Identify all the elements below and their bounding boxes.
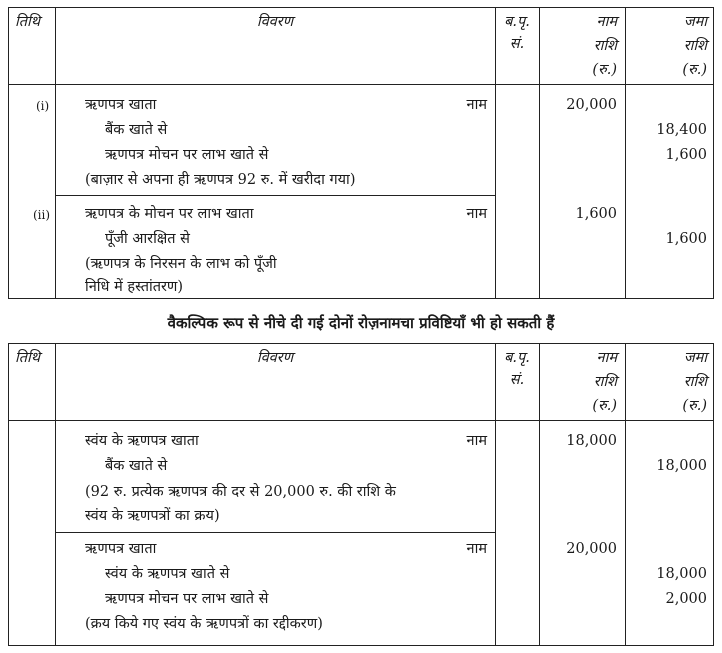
narration: (क्रय किये गए स्वंय के ऋणपत्रों का रद्दीकरण): [85, 616, 323, 632]
column-divider: [55, 344, 56, 645]
dr-marker: नाम: [466, 433, 487, 449]
credit-account: ऋणपत्र मोचन पर लाभ खाते से: [105, 147, 269, 163]
credit-amount: 18,000: [656, 566, 707, 582]
debit-amount: 1,600: [575, 206, 617, 222]
dr-marker: नाम: [466, 541, 487, 557]
alternative-heading: वैकल्पिक रूप से नीचे दी गई दोनों रोज़नामचा प्रविष्टियाँ भी हो सकती हैं: [167, 314, 555, 332]
header-credit-unit: (रु.): [682, 62, 707, 78]
header-lf: सं.: [509, 36, 525, 52]
credit-account: पूँजी आरक्षित से: [105, 231, 190, 247]
credit-account: स्वंय के ऋणपत्र खाते से: [105, 566, 230, 582]
credit-amount: 18,000: [656, 458, 707, 474]
credit-amount: 1,600: [665, 147, 707, 163]
entry-divider: [55, 532, 495, 533]
debit-account: स्वंय के ऋणपत्र खाता: [85, 433, 199, 449]
header-credit-unit: (रु.): [682, 398, 707, 414]
credit-account: बैंक खाते से: [105, 458, 168, 474]
debit-amount: 20,000: [566, 97, 617, 113]
debit-account: ऋणपत्र के मोचन पर लाभ खाता: [85, 206, 254, 222]
header-particulars: विवरण: [256, 350, 294, 366]
debit-account: ऋणपत्र खाता: [85, 97, 157, 113]
header-credit: जमा: [683, 350, 707, 366]
debit-amount: 18,000: [566, 433, 617, 449]
credit-amount: 2,000: [665, 591, 707, 607]
journal-table-1: [8, 7, 714, 299]
header-particulars: विवरण: [256, 14, 294, 30]
header-debit: राशि: [593, 38, 617, 54]
header-date: तिथि: [15, 350, 41, 366]
narration: (ऋणपत्र के निरसन के लाभ को पूँजी: [85, 256, 277, 272]
header-credit: जमा: [683, 14, 707, 30]
header-lf: ब.पृ.: [504, 14, 530, 30]
journal-table-2: [8, 343, 714, 646]
column-divider: [495, 344, 496, 645]
header-date: तिथि: [15, 14, 41, 30]
header-debit: राशि: [593, 374, 617, 390]
header-credit: राशि: [683, 38, 707, 54]
header-lf: ब.पृ.: [504, 350, 530, 366]
dr-marker: नाम: [466, 206, 487, 222]
credit-amount: 1,600: [665, 231, 707, 247]
header-debit-unit: (रु.): [592, 398, 617, 414]
header-debit: नाम: [596, 350, 617, 366]
entry-date: (ii): [33, 208, 51, 222]
dr-marker: नाम: [466, 97, 487, 113]
header-divider: [9, 84, 713, 85]
column-divider: [55, 8, 56, 298]
header-credit: राशि: [683, 374, 707, 390]
credit-amount: 18,400: [656, 122, 707, 138]
narration: (बाज़ार से अपना ही ऋणपत्र 92 रु. में खरीदा गया): [85, 172, 356, 188]
narration: निधि में हस्तांतरण): [85, 279, 184, 295]
credit-account: बैंक खाते से: [105, 122, 168, 138]
header-divider: [9, 420, 713, 421]
header-debit: नाम: [596, 14, 617, 30]
narration: स्वंय के ऋणपत्रों का क्रय): [85, 508, 220, 524]
header-lf: सं.: [509, 372, 525, 388]
header-debit-unit: (रु.): [592, 62, 617, 78]
entry-divider: [55, 195, 495, 196]
credit-account: ऋणपत्र मोचन पर लाभ खाते से: [105, 591, 269, 607]
entry-date: (i): [36, 99, 50, 113]
debit-amount: 20,000: [566, 541, 617, 557]
debit-account: ऋणपत्र खाता: [85, 541, 157, 557]
narration: (92 रु. प्रत्येक ऋणपत्र की दर से 20,000 रु. की राशि के: [85, 484, 396, 500]
